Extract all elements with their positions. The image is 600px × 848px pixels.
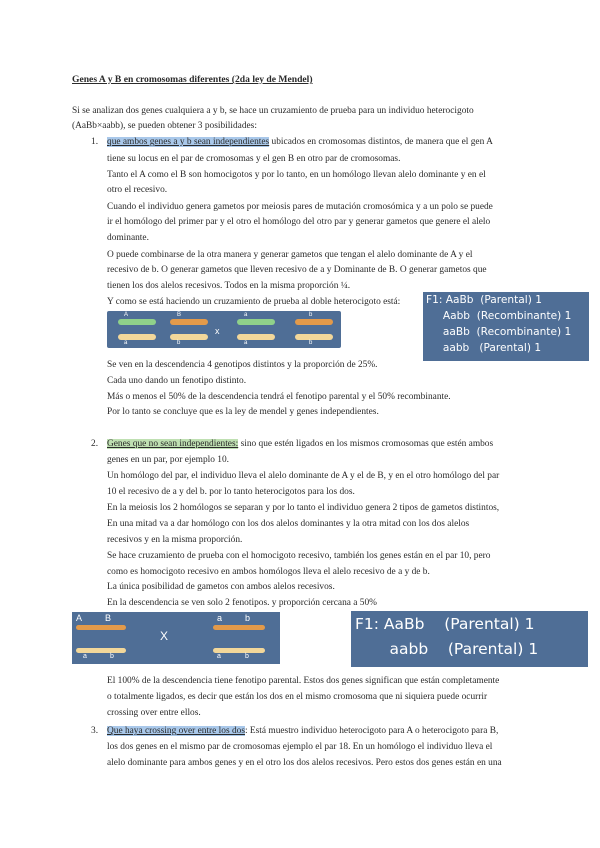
item-2-number: 2. — [91, 439, 99, 449]
chromosome-bar — [170, 319, 208, 325]
chromosome-bar — [76, 625, 126, 630]
item-3-first-line: Que haya crossing over entre los dos: Está muestro individuo heterocigoto para A o heterocigoto para B, — [107, 726, 499, 736]
cross-symbol: X — [160, 629, 169, 643]
page-title: Genes A y B en cromosomas diferentes (2da ley de Mendel) — [72, 74, 313, 85]
result-line: Aabb (Recombinante) 1 — [426, 310, 572, 322]
results-box-independent — [423, 292, 589, 361]
allele-label: a — [124, 340, 128, 346]
chromosome-diagram-linked — [72, 612, 280, 664]
chromosome-bar — [295, 334, 333, 340]
item-1-line: Tanto el A como el B son homocigotos y por lo tanto, en un homólogo llevan alelo dominante y en el — [107, 170, 486, 180]
item-1-line: dominante. — [107, 233, 149, 243]
item-2-line: La única posibilidad de gametos con ambos alelos recesivos. — [107, 582, 335, 592]
cross-symbol: x — [215, 326, 220, 336]
item-2-first-line: Genes que no sean independientes: sino que estén ligados en los mismos cromosomas que estén ambos — [107, 439, 494, 449]
item-1-first-line: que ambos genes a y b sean independientes ubicados en cromosomas distintos, de manera que el gen A — [107, 137, 493, 147]
item-2-line: En la descendencia se ven solo 2 fenotipos. y proporción cercana a 50% — [107, 598, 377, 608]
item-1-after: Más o menos el 50% de la descendencia tendrá el fenotipo parental y el 50% recombinante. — [107, 392, 451, 402]
item-1-line: ir el homólogo del primer par y el otro el homólogo del otro par y generar gametos que genere el alelo — [107, 217, 491, 227]
item-1-after: Se ven en la descendencia 4 genotipos distintos y la proporción de 25%. — [107, 360, 378, 370]
allele-label: b — [245, 613, 251, 623]
item-1-line: tienen los dos alelos recesivos. Todos en la misma proporción ¼. — [107, 281, 351, 291]
item-2-after: El 100% de la descendencia tiene fenotipo parental. Estos dos genes significan que están completamente — [107, 676, 500, 686]
allele-label: b — [245, 653, 249, 660]
result-line: aaBb (Recombinante) 1 — [426, 326, 572, 338]
allele-label: B — [105, 613, 112, 623]
item-2-after: crossing over entre ellos. — [107, 708, 201, 718]
results-box-linked — [351, 611, 588, 667]
item-2-line: En la meiosis los 2 homólogos se separan y por lo tanto el individuo genera 2 tipos de gametos distintos, — [107, 503, 500, 513]
chromosome-diagram-independent — [107, 311, 341, 348]
item-2-highlight: Genes que no sean independientes: — [107, 439, 239, 449]
allele-label: b — [177, 340, 181, 346]
item-1-highlight: que ambos genes a y b sean independientes — [107, 137, 270, 147]
item-3-line: los dos genes en el mismo par de cromosomas ejemplo el par 18. En un homólogo el individuo lleva el — [107, 742, 493, 752]
item-1-line: Cuando el individuo genera gametos por meiosis pares de mutación cromosómica y a un polo se puede — [107, 202, 493, 212]
intro-line-2: (AaBb×aabb), se pueden obtener 3 posibilidades: — [72, 121, 257, 131]
allele-label: a — [217, 613, 223, 623]
chromosome-bar — [118, 319, 156, 325]
intro-line-1: Si se analizan dos genes cualquiera a y b, se hace un cruzamiento de prueba para un individuo heterocigoto — [72, 106, 474, 116]
item-1-after: Por lo tanto se concluye que es la ley de mendel y genes independientes. — [107, 407, 379, 417]
chromosome-bar — [237, 319, 275, 325]
item-1-line: tiene su locus en el par de cromosomas y el gen B en otro par de cromosomas. — [107, 154, 401, 164]
item-2-line: recesivos y en la misma proporción. — [107, 535, 243, 545]
result-line: F1: AaBb (Parental) 1 — [426, 294, 542, 306]
chromosome-bar — [170, 334, 208, 340]
item-2-line: 10 el recesivo de a y del b. por lo tanto heterocigotos para los dos. — [107, 487, 355, 497]
item-1-line: O puede combinarse de la otra manera y generar gametos que tengan el alelo dominante de A y el — [107, 250, 473, 260]
item-2-line: como es homocigoto recesivo en ambos homólogos lleva el alelo recesivo de a y de b. — [107, 567, 430, 577]
item-3-line: alelo dominante para ambos genes y en el otro los dos alelos recesivos. Pero estos dos genes están en una — [107, 758, 502, 768]
allele-label: a — [83, 653, 87, 660]
result-line: aabb (Parental) 1 — [355, 640, 539, 658]
result-line: F1: AaBb (Parental) 1 — [355, 615, 535, 633]
item-3-highlight: Que haya crossing over entre los dos — [107, 726, 245, 736]
item-3-number: 3. — [91, 726, 99, 736]
item-2-line: Un homólogo del par, el individuo lleva el alelo dominante de A y el de B, y en el otro homólogo del par — [107, 471, 500, 481]
allele-label: B — [177, 312, 182, 318]
item-2-line: genes en un par, por ejemplo 10. — [107, 455, 229, 465]
allele-label: a — [244, 312, 248, 318]
allele-label: b — [309, 312, 313, 318]
chromosome-bar — [237, 334, 275, 340]
allele-label: a — [244, 340, 248, 346]
allele-label: b — [309, 340, 313, 346]
result-line: aabb (Parental) 1 — [426, 342, 542, 354]
chromosome-bar — [213, 625, 265, 630]
item-1-line: recesivo de b. O generar gametos que lleven recesivo de a y Dominante de B. O generar gametos que — [107, 265, 487, 275]
item-1-number: 1. — [91, 137, 99, 147]
item-1-after: Cada uno dando un fenotipo distinto. — [107, 376, 247, 386]
item-1-line: otro el recesivo. — [107, 185, 168, 195]
item-2-line: Se hace cruzamiento de prueba con el homocigoto recesivo, también los genes están en el par 10, pero — [107, 551, 491, 561]
item-2-after: o totalmente ligados, es decir que están los dos en el mismo cromosoma que ni siquiera puede ocurrir — [107, 692, 488, 702]
item-1-line: Y como se está haciendo un cruzamiento de prueba al doble heterocigoto está: — [107, 297, 401, 307]
allele-label: A — [124, 312, 129, 318]
allele-label: A — [76, 613, 83, 623]
allele-label: b — [110, 653, 114, 660]
chromosome-bar — [295, 319, 333, 325]
item-2-line: En una mitad va a dar homólogo con los dos alelos dominantes y la otra mitad con los dos alelos — [107, 519, 470, 529]
allele-label: a — [217, 653, 221, 660]
